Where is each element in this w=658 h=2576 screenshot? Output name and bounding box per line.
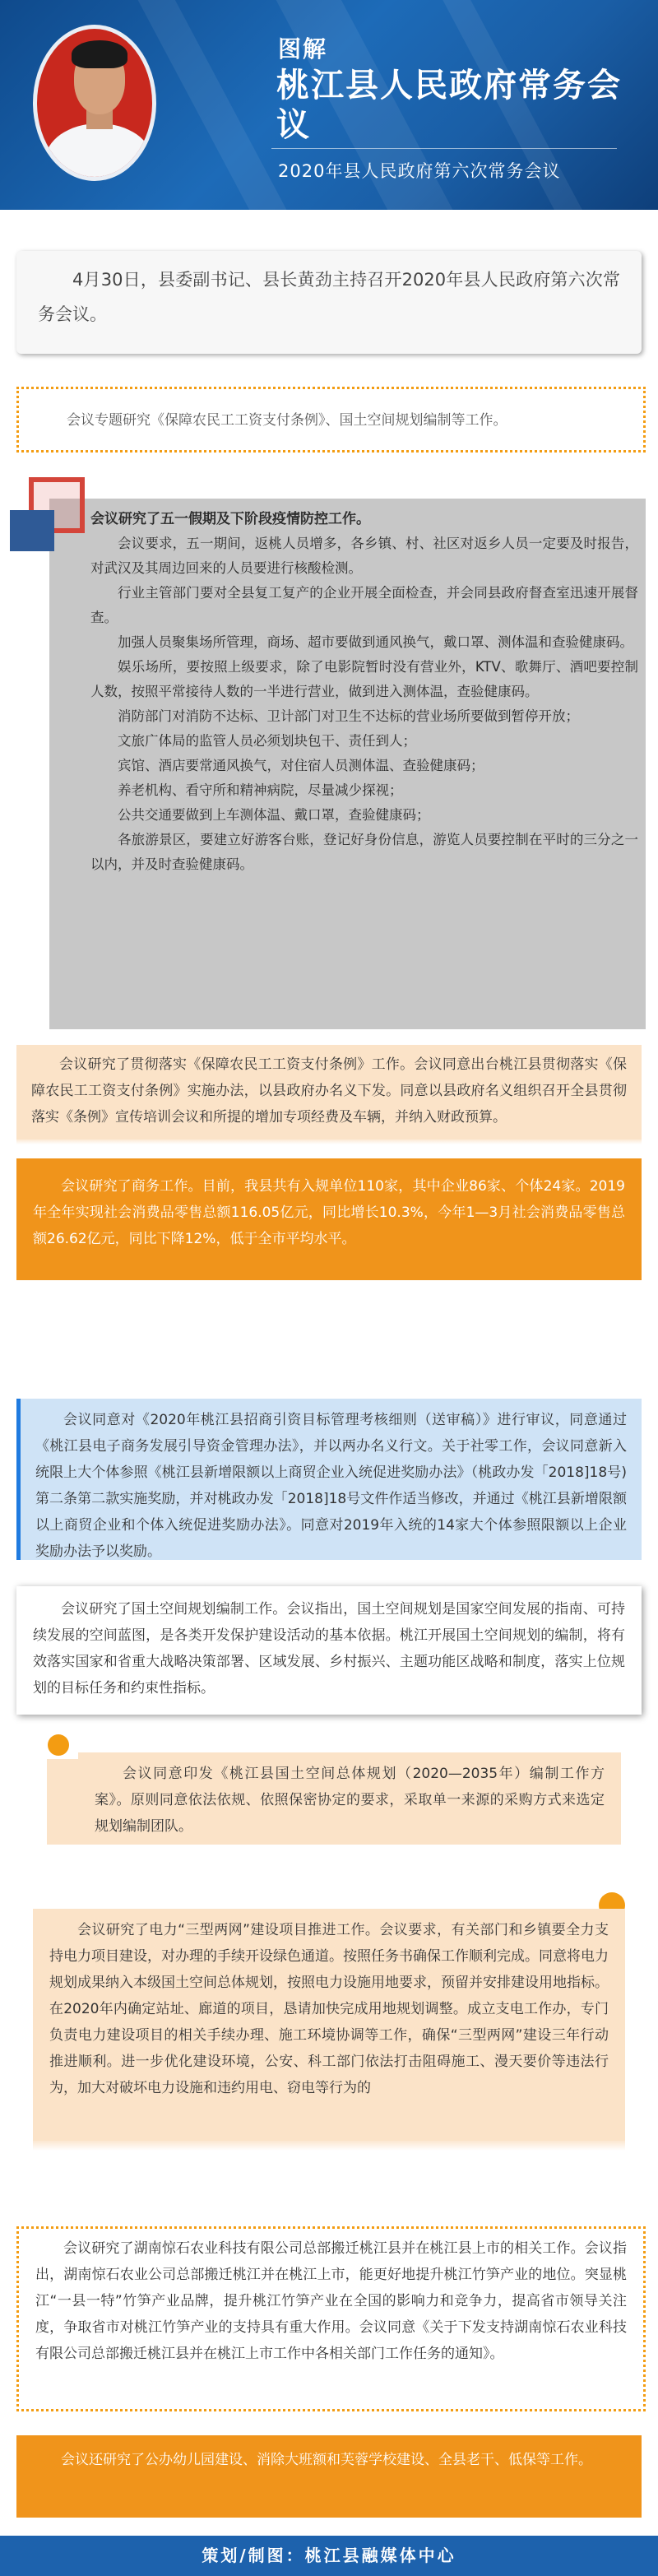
intro-card [16,251,642,354]
covid-item: 宾馆、酒店要常通风换气，对住宿人员测体温、查验健康码； [118,758,484,773]
covid-paragraph: 会议要求，五一期间，返桃人员增多，各乡镇、村、社区对返乡人员一定要及时报告，对武汉及其周边回来的人员要进行核酸检测。 [90,536,638,576]
investment-section [16,1399,642,1560]
covid-paragraph: 娱乐场所，要按照上级要求，除了电影院暂时没有营业外，KTV、歌舞厅、酒吧要控制人数，按照平常接待人数的一半进行营业，做到进入测体温，查验健康码。 [90,659,638,699]
land-planning-text: 会议研究了国土空间规划编制工作。会议指出，国土空间规划是国家空间发展的指南、可持续发展的空间蓝图，是各类开发保护建设活动的基本依据。桃江开展国土空间规划的编制，将有效落实国家和省重大战略决策部署、区域发展、乡村振兴、主题功能区战略和制度，落实上位规划的目标任务和约束性指标。 [33,1601,625,1696]
land-planning-section [16,1586,642,1715]
decor-dot [48,1734,69,1756]
wage-section [16,1045,642,1139]
official-portrait [33,25,156,181]
covid-paragraph: 消防部门对消防不达标、卫计部门对卫生不达标的营业场所要做到暂停开放； [118,708,579,724]
header-banner [0,0,658,210]
decor-square-blue [10,510,54,551]
company-text: 会议研究了湖南惊石农业科技有限公司总部搬迁桃江县并在桃江县上市的相关工作。会议指出，湖南惊石农业公司总部搬迁桃江并在桃江上市，能更好地提升桃江竹笋产业的地位。突显桃江“一县一特”竹笋产业品牌，提升桃江竹笋产业在全国的影响力和竞争力，提高省市领导关注度，争取省市对桃江竹笋产业的支持具有重大作用。会议同意《关于下发支持湖南惊石农业科技有限公司总部搬迁桃江县并在桃江上市工作中各相关部门工作任务的通知》。 [35,2240,627,2362]
covid-paragraph: 行业主管部门要对全县复工复产的企业开展全面检查，并会同县政府督查室迅速开展督查。 [90,585,638,625]
power-grid-text: 会议研究了电力“三型两网”建设项目推进工作。会议要求，有关部门和乡镇要全力支持电力项目建设，对办理的手续开设绿色通道。按照任务书确保工作顺利完成。同意将电力规划成果纳入本级国土空间总体规划，按照电力设施用地要求，预留并安排建设用地指标。在2020年内确定站址、廊道的项目，恳请加快完成用地规划调整。成立支电工作办，专门负责电力建设项目的相关手续办理、施工环境协调等工作，确保“三型两网”建设三年行动推进顺利。进一步优化建设环境，公安、科工部门依法打击阻碍施工、漫天要价等违法行为，加大对破坏电力设施和违约用电、窃电等行为的 [49,1922,609,2096]
covid-item: 养老机构、看守所和精神病院，尽量减少探视； [118,782,403,798]
plan-section [78,1752,621,1845]
covid-heading: 会议研究了五一假期及下阶段疫情防控工作。 [90,511,370,527]
company-section [16,2226,646,2411]
covid-item: 各旅游景区，要建立好游客台账，登记好身份信息，游览人员要控制在平时的三分之一以内，并及时查验健康码。 [90,832,638,872]
header-kicker: 图解 [278,35,328,63]
credits-footer: 策划/制图：桃江县融媒体中心 [0,2536,658,2576]
page-title: 桃江县人民政府常务会议 [276,67,622,144]
power-grid-section [33,1909,625,2141]
commerce-section [16,1158,642,1280]
topics-card [16,387,646,453]
covid-item: 公共交通要做到上车测体温、戴口罩，查验健康码； [118,807,430,823]
investment-text: 会议同意对《2020年桃江县招商引资目标管理考核细则（送审稿）》进行审议，同意通过《桃江县电子商务发展引导资金管理办法》，并以两办名义行文。关于社零工作，会议同意新入统限上大个体参照《桃江县新增限额以上商贸企业入统促进奖励办法》（桃政办发「2018]18号)第二条第二款实施奖励，并对桃政办发「2018]18号文件作适当修改，并通过《桃江县新增限额以上商贸企业和个体入统促进奖励办法》。同意对2019年入统的14家大个体参照限额以上企业奖励办法予以奖励。 [35,1412,627,1560]
covid-item: 文旅广体局的监管人员必须划块包干、责任到人； [118,733,416,749]
page-subtitle: 2020年县人民政府第六次常务会议 [278,161,561,181]
intro-text: 4月30日，县委副书记、县长黄劲主持召开2020年县人民政府第六次常务会议。 [38,270,620,324]
covid-paragraph: 加强人员聚集场所管理，商场、超市要做到通风换气，戴口罩、测体温和查验健康码。 [118,634,633,650]
others-text: 会议还研究了公办幼儿园建设、消除大班额和芙蓉学校建设、全县老干、低保等工作。 [61,2452,592,2468]
wage-text: 会议研究了贯彻落实《保障农民工工资支付条例》工作。会议同意出台桃江县贯彻落实《保障农民工工资支付条例》实施办法，以县政府办名义下发。同意以县政府名义组织召开全县贯彻落实《条例》宣传培训会议和所提的增加专项经费及车辆，并纳入财政预算。 [31,1056,627,1126]
header-divider [271,148,617,149]
covid-section [79,507,638,877]
commerce-text: 会议研究了商务工作。目前，我县共有入规单位110家，其中企业86家、个体24家。2019年全年实现社会消费品零售总额116.05亿元，同比增长10.3%，今年1—3月社会消费品零售总额26.62亿元，同比下降12%，低于全市平均水平。 [33,1178,625,1247]
plan-text: 会议同意印发《桃江县国土空间总体规划（2020—2035年）编制工作方案》。原则同意依法依规、依照保密协定的要求，采取单一来源的采购方式来选定规划编制团队。 [95,1766,605,1835]
topics-text: 会议专题研究《保障农民工工资支付条例》、国土空间规划编制等工作。 [67,412,507,429]
others-section [16,2435,642,2518]
